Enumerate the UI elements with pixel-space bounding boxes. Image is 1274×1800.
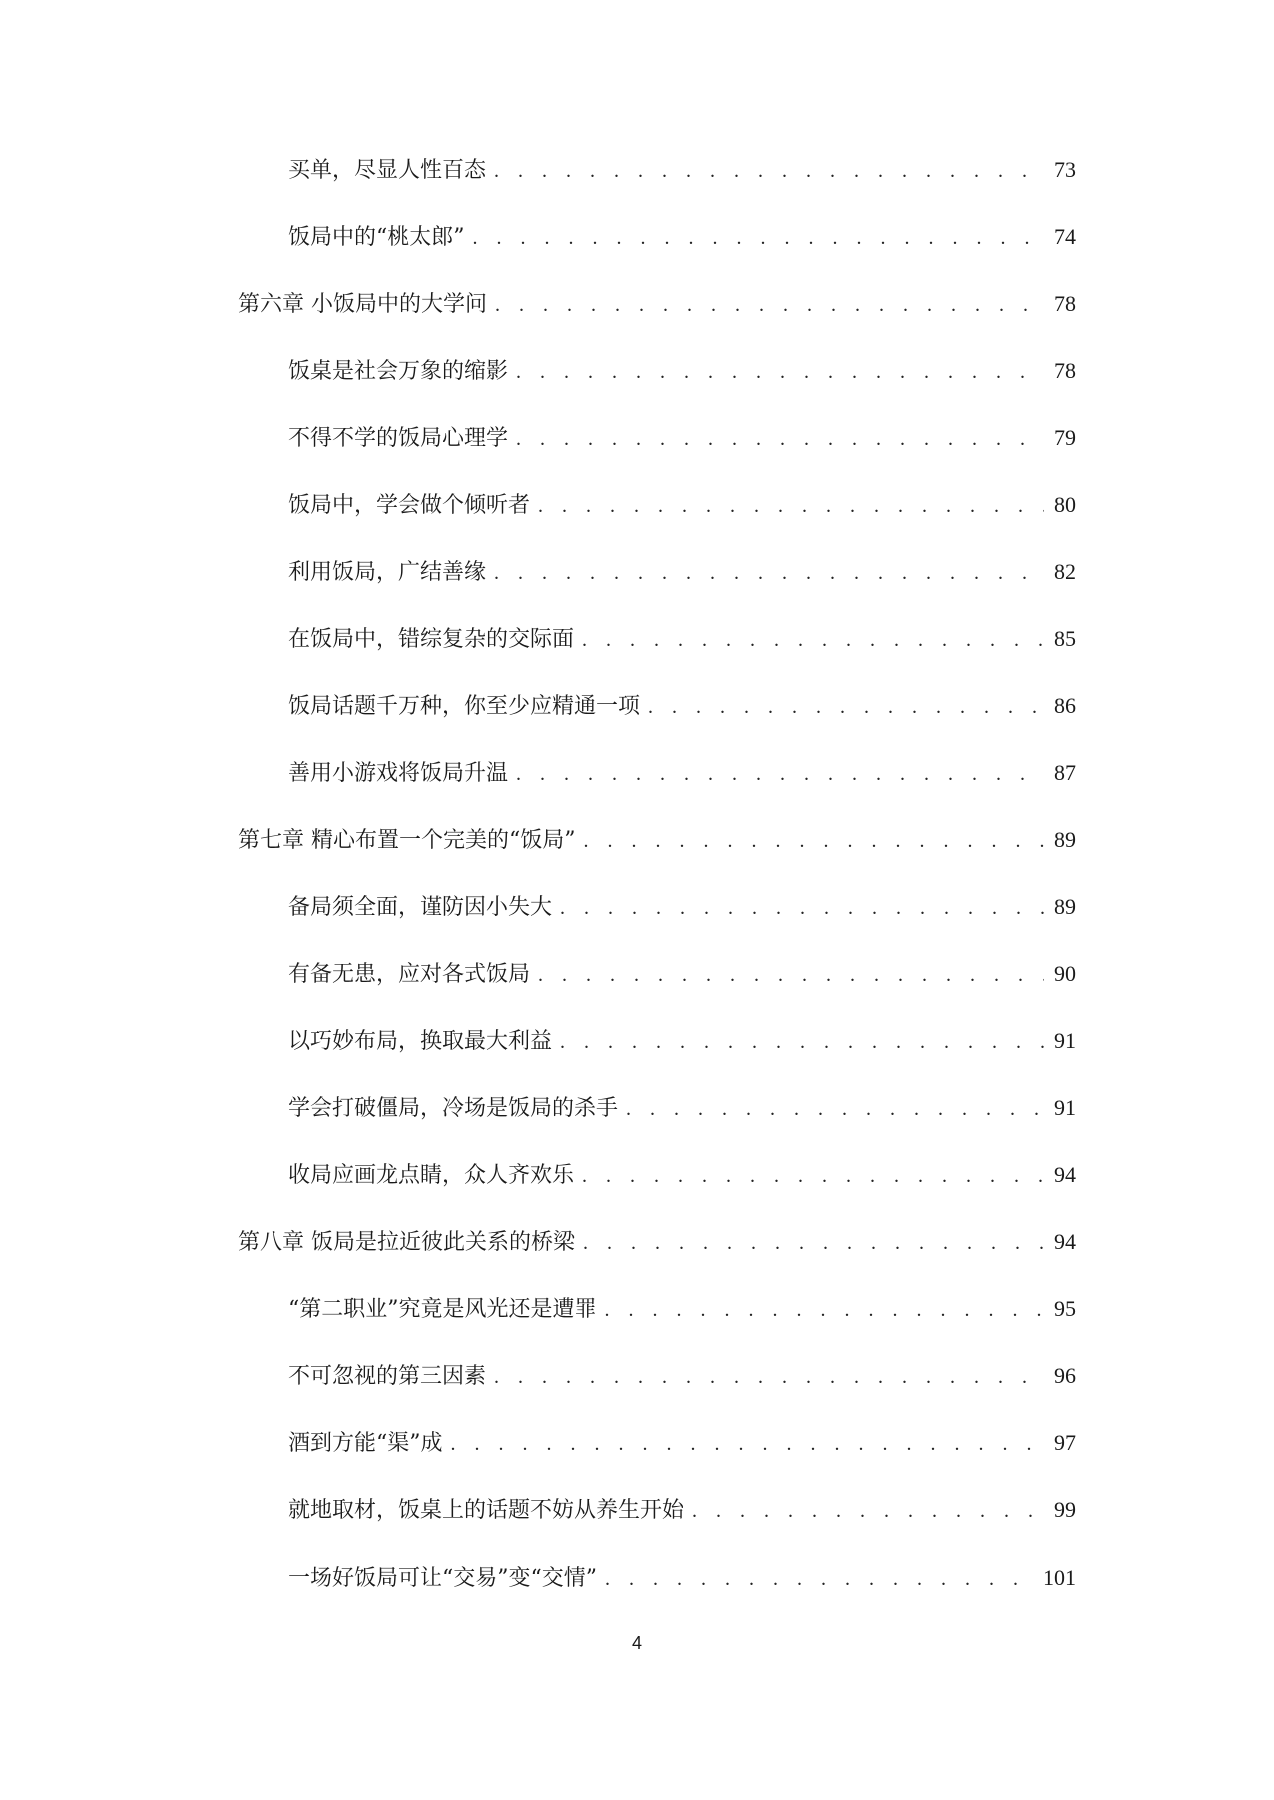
toc-chapter-entry[interactable] <box>238 820 1076 860</box>
toc-dot-leader <box>494 151 1044 191</box>
toc-entry[interactable] <box>288 619 1076 659</box>
toc-entry-page: 96 <box>1054 1363 1076 1388</box>
toc-entry[interactable] <box>288 1155 1076 1195</box>
toc-entry-title: 第六章 小饭局中的大学问 <box>238 292 487 317</box>
toc-entry-page: 78 <box>1054 291 1076 316</box>
toc-entry-page: 101 <box>1043 1565 1076 1590</box>
toc-dot-leader <box>583 1223 1044 1263</box>
toc-entry[interactable] <box>288 1021 1076 1061</box>
toc-dot-leader <box>451 1424 1045 1464</box>
toc-dot-leader <box>516 419 1044 459</box>
toc-entry-title: 备局须全面，谨防因小失大 <box>288 895 553 920</box>
toc-entry-title: 有备无患，应对各式饭局 <box>288 962 531 987</box>
toc-entry-title: 饭局中，学会做个倾听者 <box>288 493 531 518</box>
toc-entry-title: 第八章 饭局是拉近彼此关系的桥梁 <box>238 1230 575 1255</box>
toc-dot-leader <box>473 218 1045 258</box>
toc-dot-leader <box>560 888 1044 928</box>
toc-entry-title: 善用小游戏将饭局升温 <box>288 761 509 786</box>
toc-entry-page: 85 <box>1054 626 1076 651</box>
toc-dot-leader <box>582 620 1044 660</box>
toc-entry[interactable] <box>288 150 1076 190</box>
toc-entry[interactable] <box>288 753 1076 793</box>
toc-entry-page: 87 <box>1054 760 1076 785</box>
toc-dot-leader <box>584 821 1045 861</box>
toc-chapter-entry[interactable] <box>238 1222 1076 1262</box>
toc-dot-leader <box>516 754 1044 794</box>
toc-entry[interactable] <box>288 217 1076 257</box>
toc-entry-page: 89 <box>1054 827 1076 852</box>
toc-entry-title: “第二职业”究竟是风光还是遭罪 <box>288 1297 597 1322</box>
toc-entry-page: 99 <box>1054 1497 1076 1522</box>
toc-entry-page: 80 <box>1054 492 1076 517</box>
toc-entry-title: 就地取材，饭桌上的话题不妨从养生开始 <box>288 1498 685 1523</box>
toc-entry-title: 饭局话题千万种，你至少应精通一项 <box>288 694 641 719</box>
toc-dot-leader <box>538 955 1044 995</box>
toc-entry-title: 学会打破僵局，冷场是饭局的杀手 <box>288 1096 619 1121</box>
toc-dot-leader <box>494 553 1044 593</box>
toc-dot-leader <box>648 687 1044 727</box>
toc-entry[interactable] <box>288 351 1076 391</box>
page-number: 4 <box>631 1633 642 1653</box>
toc-entry-page: 91 <box>1054 1028 1076 1053</box>
toc-entry-page: 79 <box>1054 425 1076 450</box>
toc-entry-page: 94 <box>1054 1162 1076 1187</box>
toc-entry-title: 不可忽视的第三因素 <box>288 1364 487 1389</box>
toc-entry-title: 一场好饭局可让“交易”变“交情” <box>288 1566 597 1591</box>
toc-entry-page: 82 <box>1054 559 1076 584</box>
toc-entry[interactable] <box>288 954 1076 994</box>
toc-entry-title: 收局应画龙点睛，众人齐欢乐 <box>288 1163 575 1188</box>
toc-entry-page: 78 <box>1054 358 1076 383</box>
toc-entry-page: 90 <box>1054 961 1076 986</box>
toc-dot-leader <box>494 1357 1044 1397</box>
toc-dot-leader <box>605 1290 1045 1330</box>
toc-entry[interactable] <box>288 485 1076 525</box>
toc-entry[interactable] <box>288 418 1076 458</box>
toc-entry-title: 酒到方能“渠”成 <box>288 1431 443 1456</box>
toc-entry-title: 不得不学的饭局心理学 <box>288 426 509 451</box>
toc-entry-page: 86 <box>1054 693 1076 718</box>
toc-entry-title: 在饭局中，错综复杂的交际面 <box>288 627 575 652</box>
toc-entry-title: 饭桌是社会万象的缩影 <box>288 359 509 384</box>
toc-entry-page: 94 <box>1054 1229 1076 1254</box>
toc-entry-title: 饭局中的“桃太郎” <box>288 225 465 250</box>
toc-entry-page: 74 <box>1054 224 1076 249</box>
toc-dot-leader <box>538 486 1044 526</box>
toc-dot-leader <box>495 285 1044 325</box>
toc-entry[interactable] <box>288 552 1076 592</box>
toc-entry[interactable] <box>288 1356 1076 1396</box>
toc-entry[interactable] <box>288 1088 1076 1128</box>
toc-entry[interactable] <box>288 887 1076 927</box>
toc-dot-leader <box>692 1491 1044 1531</box>
toc-entry-title: 以巧妙布局，换取最大利益 <box>288 1029 553 1054</box>
toc-chapter-entry[interactable] <box>238 284 1076 324</box>
toc-entry-title: 买单，尽显人性百态 <box>288 158 487 183</box>
toc-entry-page: 89 <box>1054 894 1076 919</box>
toc-entry-page: 73 <box>1054 157 1076 182</box>
toc-entry-title: 第七章 精心布置一个完美的“饭局” <box>238 828 576 853</box>
toc-entry-page: 95 <box>1054 1296 1076 1321</box>
toc-entry[interactable] <box>288 1490 1076 1530</box>
toc-entry-page: 97 <box>1054 1430 1076 1455</box>
toc-entry[interactable] <box>288 1423 1076 1463</box>
toc-entry-title: 利用饭局，广结善缘 <box>288 560 487 585</box>
toc-dot-leader <box>605 1559 1037 1599</box>
toc-entry-page: 91 <box>1054 1095 1076 1120</box>
toc-entry[interactable] <box>288 686 1076 726</box>
toc-dot-leader <box>560 1022 1044 1062</box>
toc-entry[interactable] <box>288 1289 1076 1329</box>
toc-dot-leader <box>626 1089 1044 1129</box>
toc-dot-leader <box>516 352 1044 392</box>
toc-entry[interactable] <box>288 1558 1076 1598</box>
toc-dot-leader <box>582 1156 1044 1196</box>
